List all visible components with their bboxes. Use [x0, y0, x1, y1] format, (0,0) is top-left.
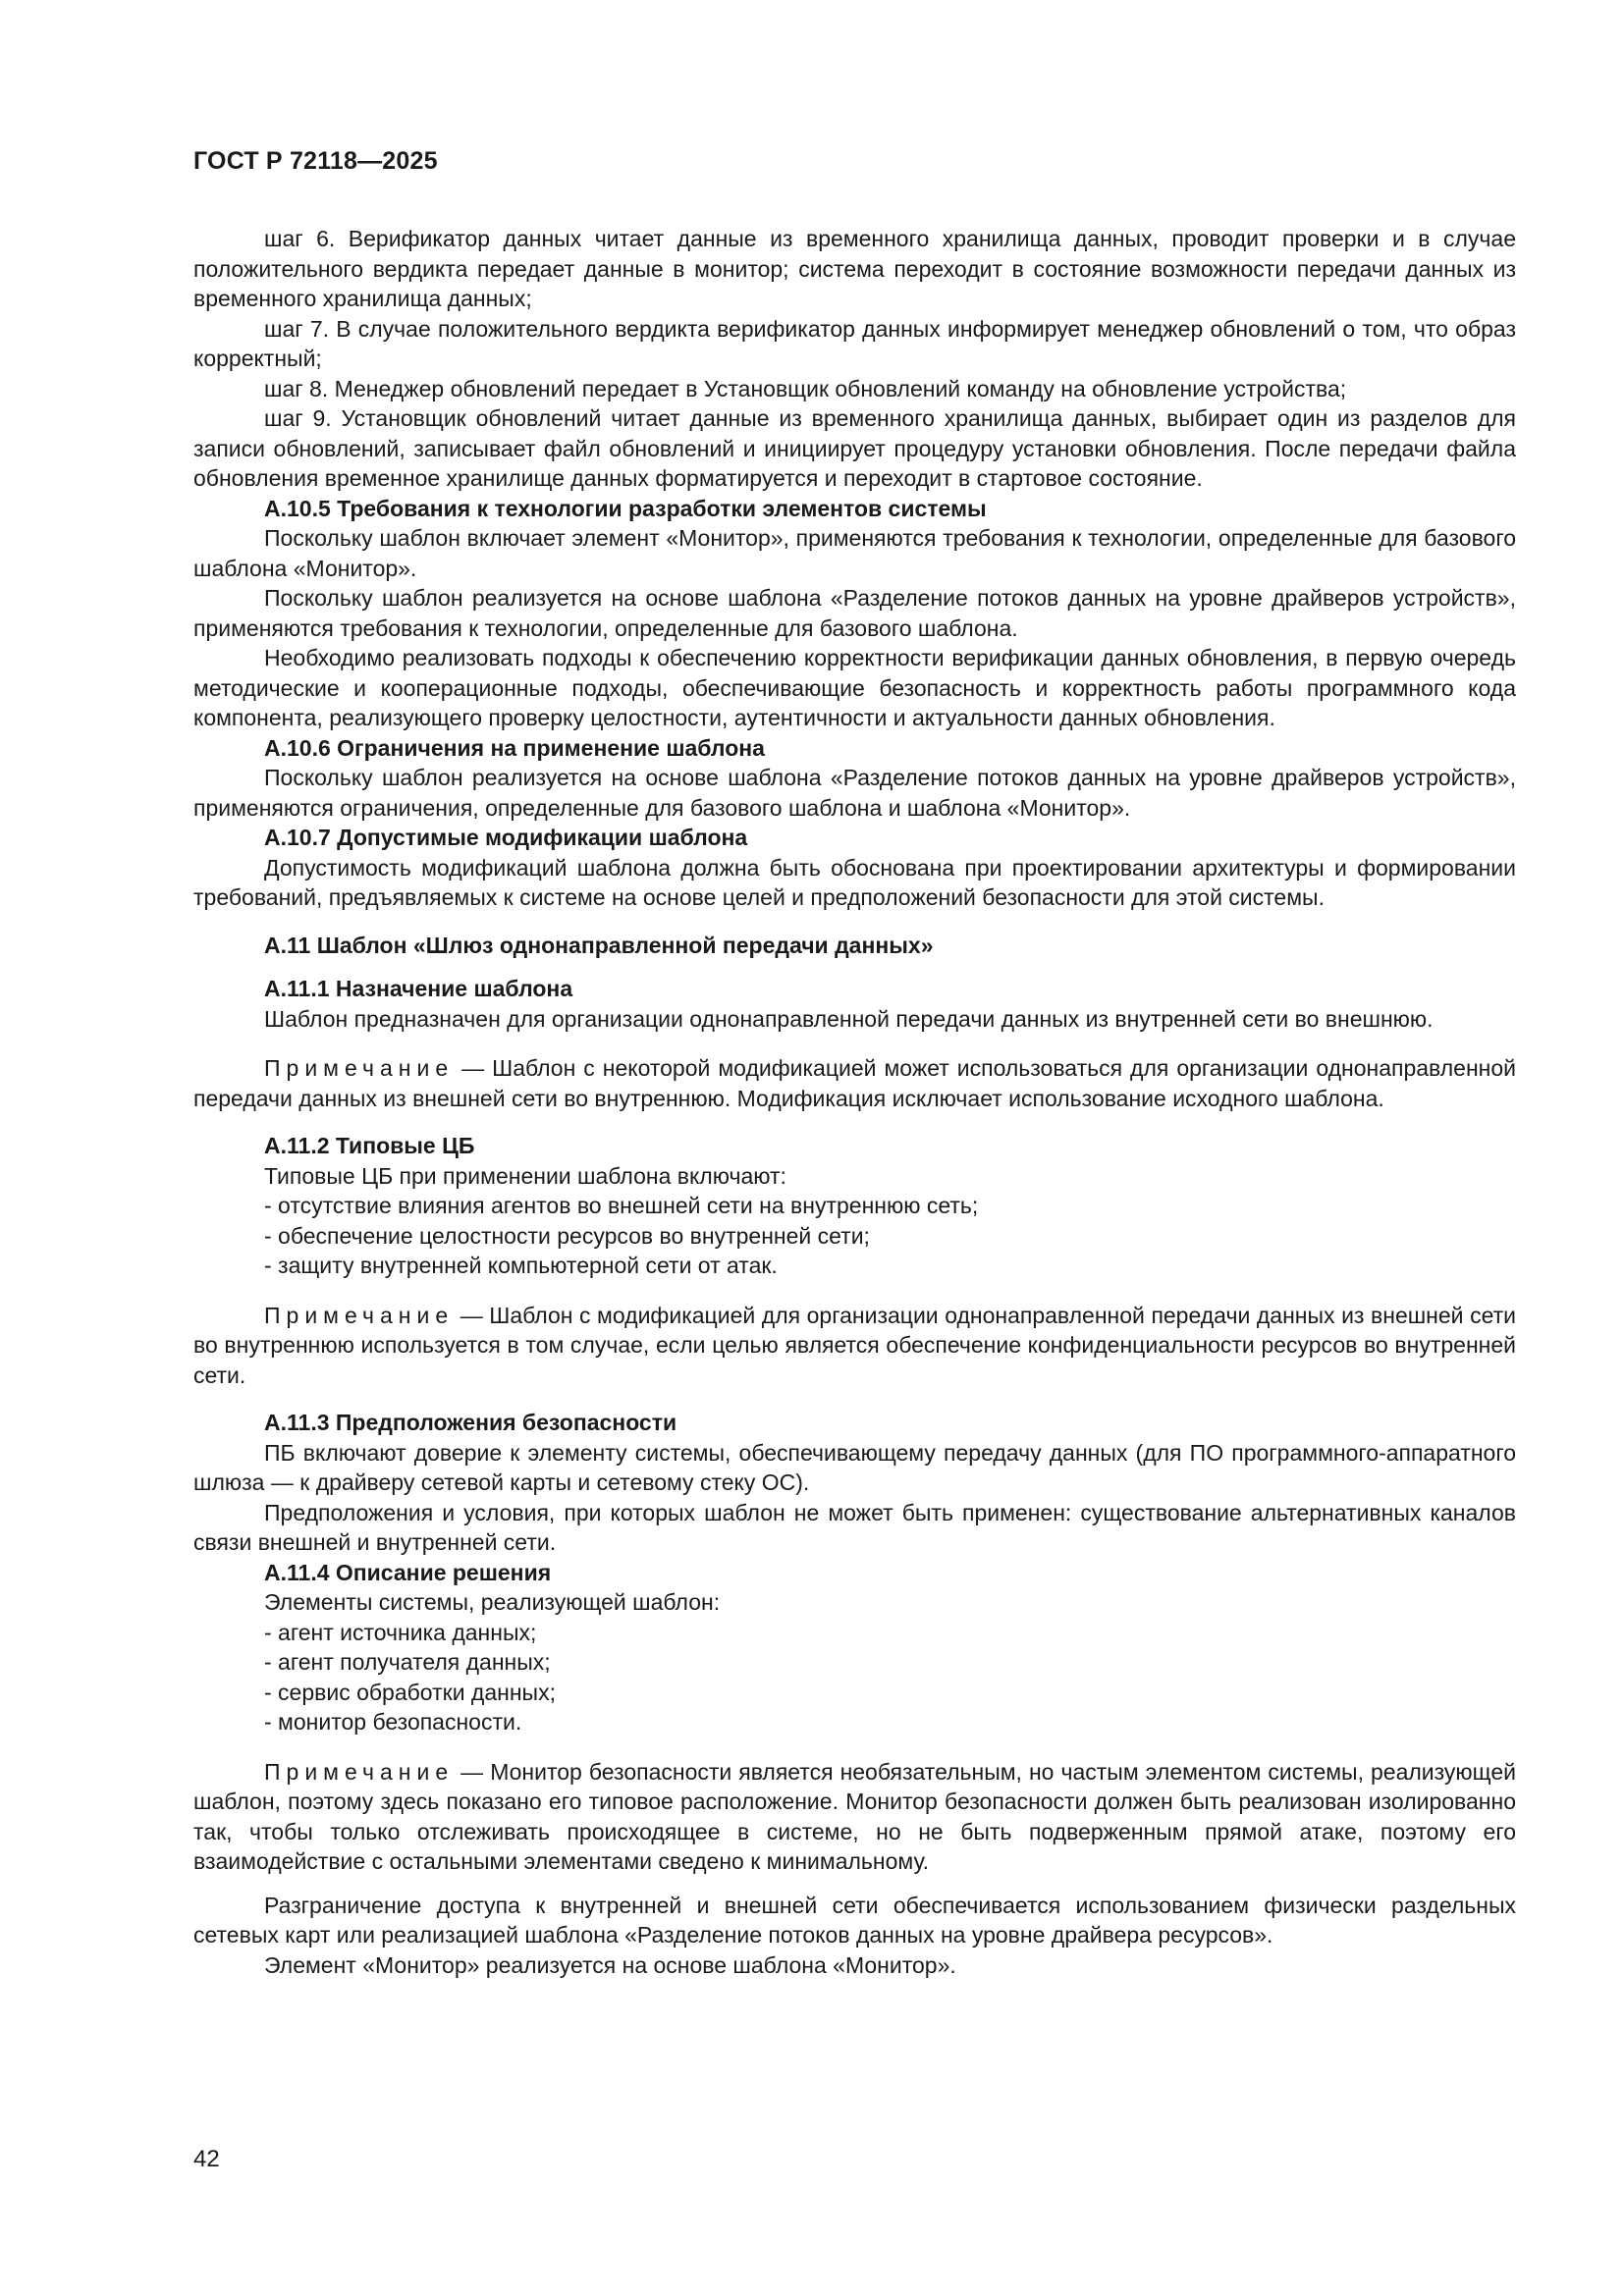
list-item: - защиту внутренней компьютерной сети от атак.	[264, 1253, 778, 1278]
paragraph: Шаблон предназначен для организации однонаправленной передачи данных из внутренней сети во внешнюю.	[264, 1005, 1434, 1032]
note-label: Примечание	[264, 1758, 455, 1785]
note-paragraph	[193, 1301, 1516, 1391]
note-text: — Шаблон с модификацией для организации однонаправленной передачи данных из внешней сети во внутреннюю используется в том случае, если целью является обеспечение конфиденциальности ресурсов во внутренней сети.	[193, 1302, 1516, 1388]
document-header: ГОСТ Р 72118—2025	[193, 147, 438, 175]
section-heading: А.10.6 Ограничения на применение шаблона	[264, 734, 765, 761]
paragraph: шаг 7. В случае положительного вердикта верификатор данных информирует менеджер обновлений о том, что образ корректный;	[193, 315, 1516, 371]
section-heading: А.11.1 Назначение шаблона	[264, 976, 573, 1001]
paragraph: ПБ включают доверие к элементу системы, обеспечивающему передачу данных (для ПО программного-аппаратного шлюза — к драйверу сетевой карты и сетевому стеку ОС).	[193, 1439, 1516, 1495]
note-text: — Монитор безопасности является необязательным, но частым элементом системы, реализующей шаблон, поэтому здесь показано его типовое расположение. Монитор безопасности должен быть реализован изолированно так, чтобы только отслеживать происходящее в системе, но не быть подверженным прямой атаке, поэтому его взаимодействие с остальными элементами сведено к минимальному.	[193, 1758, 1516, 1874]
note-paragraph	[193, 1053, 1516, 1113]
note-label: Примечание	[264, 1302, 455, 1328]
section-heading: А.10.7 Допустимые модификации шаблона	[264, 825, 748, 850]
note-paragraph	[193, 1757, 1516, 1877]
list-item: - отсутствие влияния агентов во внешней сети на внутреннюю сеть;	[264, 1193, 979, 1218]
paragraph: шаг 9. Установщик обновлений читает данные из временного хранилища данных, выбирает один из разделов для записи обновлений, записывает файл обновлений и инициирует процедуру установки обновления. После передачи файла обновления временное хранилище данных форматируется и переходит в стартовое состояние.	[193, 405, 1516, 491]
paragraph: Поскольку шаблон включает элемент «Монитор», применяются требования к технологии, определенные для базового шаблона «Монитор».	[193, 525, 1516, 581]
document-body	[193, 224, 1516, 1980]
paragraph: шаг 6. Верификатор данных читает данные из временного хранилища данных, проводит проверки и в случае положительного вердикта передает данные в монитор; система переходит в состояние возможности передачи данных из временного хранилища данных;	[193, 226, 1516, 311]
list-item: - агент получателя данных;	[264, 1649, 551, 1675]
page-number: 42	[193, 2146, 220, 2172]
section-heading: А.11.4 Описание решения	[264, 1559, 552, 1585]
list-item: - агент источника данных;	[264, 1619, 537, 1645]
paragraph: Элементы системы, реализующей шаблон:	[264, 1589, 721, 1615]
list-item: - монитор безопасности.	[264, 1709, 522, 1735]
paragraph: Поскольку шаблон реализуется на основе шаблона «Разделение потоков данных на уровне драйверов устройств», применяются требования к технологии, определенные для базового шаблона.	[193, 585, 1516, 641]
paragraph: Типовые ЦБ при применении шаблона включают:	[264, 1162, 786, 1189]
paragraph: Поскольку шаблон реализуется на основе шаблона «Разделение потоков данных на уровне драйверов устройств», применяются ограничения, определенные для базового шаблона и шаблона «Монитор».	[193, 765, 1516, 821]
list-item: - сервис обработки данных;	[264, 1679, 556, 1705]
paragraph: Элемент «Монитор» реализуется на основе шаблона «Монитор».	[264, 1951, 956, 1978]
section-heading: А.11.3 Предположения безопасности	[264, 1410, 677, 1435]
note-text: — Шаблон с некоторой модификацией может использоваться для организации однонаправленной передачи данных из внешней сети во внутреннюю. Модификация исключает использование исходного шаблона.	[193, 1055, 1516, 1111]
paragraph: Допустимость модификаций шаблона должна быть обоснована при проектировании архитектуры и формировании требований, предъявляемых к системе на основе целей и предположений безопасности для этой системы.	[193, 854, 1516, 910]
section-heading: А.11 Шаблон «Шлюз однонаправленной передачи данных»	[264, 932, 934, 958]
list-item: - обеспечение целостности ресурсов во внутренней сети;	[264, 1222, 870, 1249]
paragraph: шаг 8. Менеджер обновлений передает в Установщик обновлений команду на обновление устройства;	[264, 375, 1347, 401]
paragraph: Разграничение доступа к внутренней и внешней сети обеспечивается использованием физически раздельных сетевых карт или реализацией шаблона «Разделение потоков данных на уровне драйвера ресурсов».	[193, 1892, 1516, 1948]
section-heading: А.11.2 Типовые ЦБ	[264, 1133, 475, 1158]
paragraph: Необходимо реализовать подходы к обеспечению корректности верификации данных обновления, в первую очередь методические и кооперационные подходы, обеспечивающие безопасность и корректность работы программного кода компонента, реализующего проверку целостности, аутентичности и актуальности данных обновления.	[193, 645, 1516, 730]
section-heading: А.10.5 Требования к технологии разработки элементов системы	[264, 495, 987, 521]
paragraph: Предположения и условия, при которых шаблон не может быть применен: существование альтернативных каналов связи внешней и внутренней сети.	[193, 1499, 1516, 1555]
note-label: Примечание	[264, 1055, 455, 1081]
